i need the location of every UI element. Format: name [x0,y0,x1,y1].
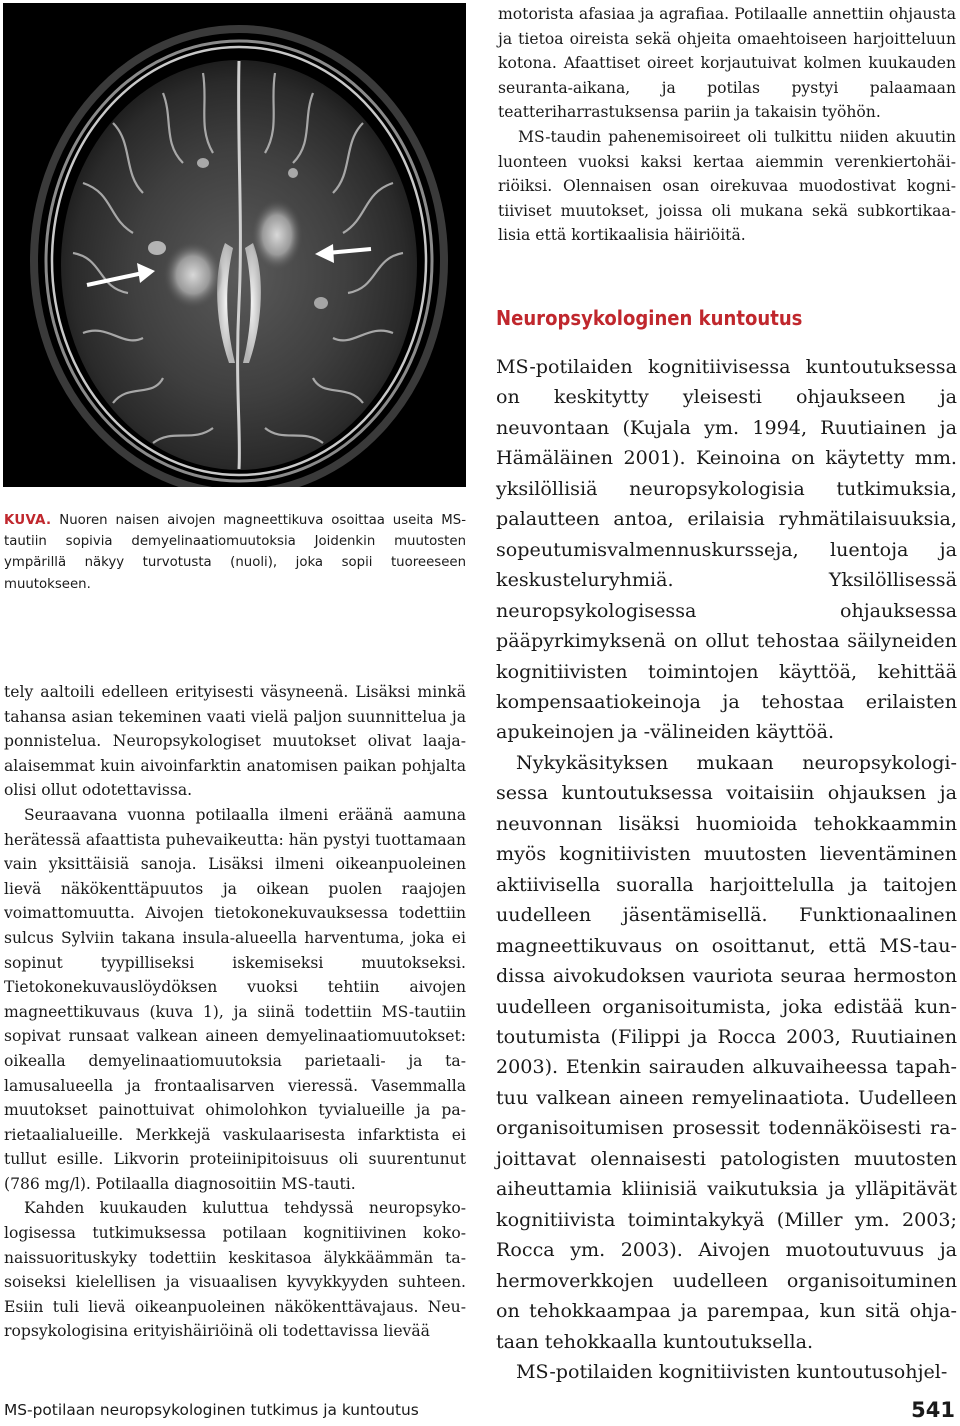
paragraph: MS-potilaiden kognitiivisten kuntoutusohjel- [516,1359,948,1383]
paragraph: Seuraavana vuonna potilaalla ilmeni eräänä aamuna herätessä afaattista puhevaikeutta: hän pystyi tuottamaan vain yksittäisiä sanoja. Lisäksi ilmeni oikeanpuoleinen lievä näkökenttäpuutos ja oikean puolen raajojen voimattomuutta. Aivojen tietokonekuvauksessa todettiin sulcus Sylviin takana insula-alueella harventuma, joka ei sopinut tyypilliseksi iskemiseksi muutokseksi. Tietokonekuvauslöydöksen vuoksi tehtiin aivojen magneettikuvaus (kuva 1), ja siinä todettiin MS-tautiin sopivat runsaat valkean aineen demyelinaatiomuutokset: oikealla demyelinaatiomuutoksia parietaali- ja talamusalueella ja frontaalisarven vieressä. Vasemmalla muutokset painottuivat ohimolohkon tyvialueille ja parietaalialueille. Merkkejä vaskulaarisesta infarktista ei tullut esille. Likvorin proteiinipitoisuus oli suurentunut (786 mg/l). Potilaalla diagnosoitiin MS-tauti. [4,805,466,1193]
section-heading: Neuropsykologinen kuntoutus [496,306,803,330]
paragraph: MS-taudin pahenemisoireet oli tulkittu niiden akuutin luonteen vuoksi kaksi kertaa aiemmin verenkiertohäiriöiksi. Olennaisen osan oirekuvaa muodostivat kognitiiviset muutokset, joissa oli mukana sekä subkortikaalisia että kortikaalisia häiriöitä. [498,127,956,245]
right-column-body [496,352,957,1387]
left-column [4,680,466,1344]
paragraph: Nykykäsityksen mukaan neuropsykologisessa kuntoutuksessa voitaisiin ohjauksen ja neuvonnan lisäksi huomioida tehokkaammin myös kognitiivisten muutosten lieventäminen aktiivisella suoralla harjoittelulla ja taitojen uudelleen jäsentämisellä. Funktionaalinen magneettikuvaus on osoittanut, että MS-taudissa aivokudoksen vauriota seuraa hermoston uudelleen organisoitumista, joka edistää kuntoutumista (Filippi ja Rocca 2003, Ruutiainen 2003). Etenkin sairauden alkuvaiheessa tapahtuu valkean aineen remyelinaatiota. Uudelleen organisoitumisen prosessit todennäköisesti rajoittavat olennaisesti patologisten muutosten aiheuttamia kliinisiä vaikutuksia ja ylläpitävät kognitiivista toimintakykyä (Miller ym. 2003; Rocca ym. 2003). Aivojen muotoutuvuus ja hermoverkkojen uudelleen organisoituminen on tehokkaampaa ja parempaa, kun sitä ohjataan tehokkaalla kuntoutuksella. [496,750,957,1353]
running-title: MS-potilaan neuropsykologinen tutkimus ja kuntoutus [4,1401,419,1419]
right-column-top [498,2,956,248]
paragraph: tely aaltoili edelleen erityisesti väsyneenä. Lisäksi minkä tahansa asian tekeminen vaati vielä paljon suunnittelua ja ponnistelua. Neuropsykologiset muutokset olivat laaja-alaisemmat kuin aivoinfarktin anatomisen paikan pohjalta olisi ollut odotettavissa. [4,683,466,800]
paragraph: MS-potilaiden kognitiivisessa kuntoutuksessa on keskitytty yleisesti ohjaukseen ja neuvontaan (Kujala ym. 1994, Ruutiainen ja Hämäläinen 2001). Keinoina on käytetty mm. yksilöllisiä neuropsykologisia tutkimuksia, palautteen antoa, erilaisia ryhmätilaisuuksia, sopeutumisvalmennuskursseja, luentoja ja keskusteluryhmiä. Yksilöllisessä neuropsykologisessa ohjauksessa pääpyrkimyksenä on ollut tehostaa säilyneiden kognitiivisten toimintojen käyttöä, kehittää kompensaatiokeinoja ja tehostaa erilaisten apukeinojen ja -välineiden käyttöä. [496,355,957,744]
figure-caption [4,510,466,595]
page-number: 541 [911,1398,955,1422]
caption-text: Nuoren naisen aivojen magneettikuva osoittaa useita MS-tautiin sopivia demyelinaatiomuutoksia Joidenkin muutosten ympärillä näkyy turvotusta (nuoli), joka sopii tuoreeseen muutokseen. [4,513,466,592]
paragraph: Kahden kuukauden kuluttua tehdyssä neuropsykologisessa tutkimuksessa potilaan kognitiivinen kokonaissuorituskyky todettiin keskitasoa älykkäämmän tasoiseksi kielellisen ja visuaalisen kyvykkyyden suhteen. Esiin tuli lievä oikeanpuoleinen näkökenttävajaus. Neuropsykologisina erityishäiriöinä oli todettavissa lievää [4,1199,466,1341]
mri-figure [3,3,466,487]
caption-label: KUVA. [4,513,52,528]
paragraph: motorista afasiaa ja agrafiaa. Potilaalle annettiin ohjausta ja tietoa oireista sekä ohjeita omaehtoiseen harjoitteluun kotona. Afaattiset oireet korjautuivat kolmen kuukauden seuranta-aikana, ja potilas pystyi palaamaan teatteriharrastuksensa pariin ja takaisin työhön. [498,5,956,122]
mri-brain-image [3,3,466,487]
